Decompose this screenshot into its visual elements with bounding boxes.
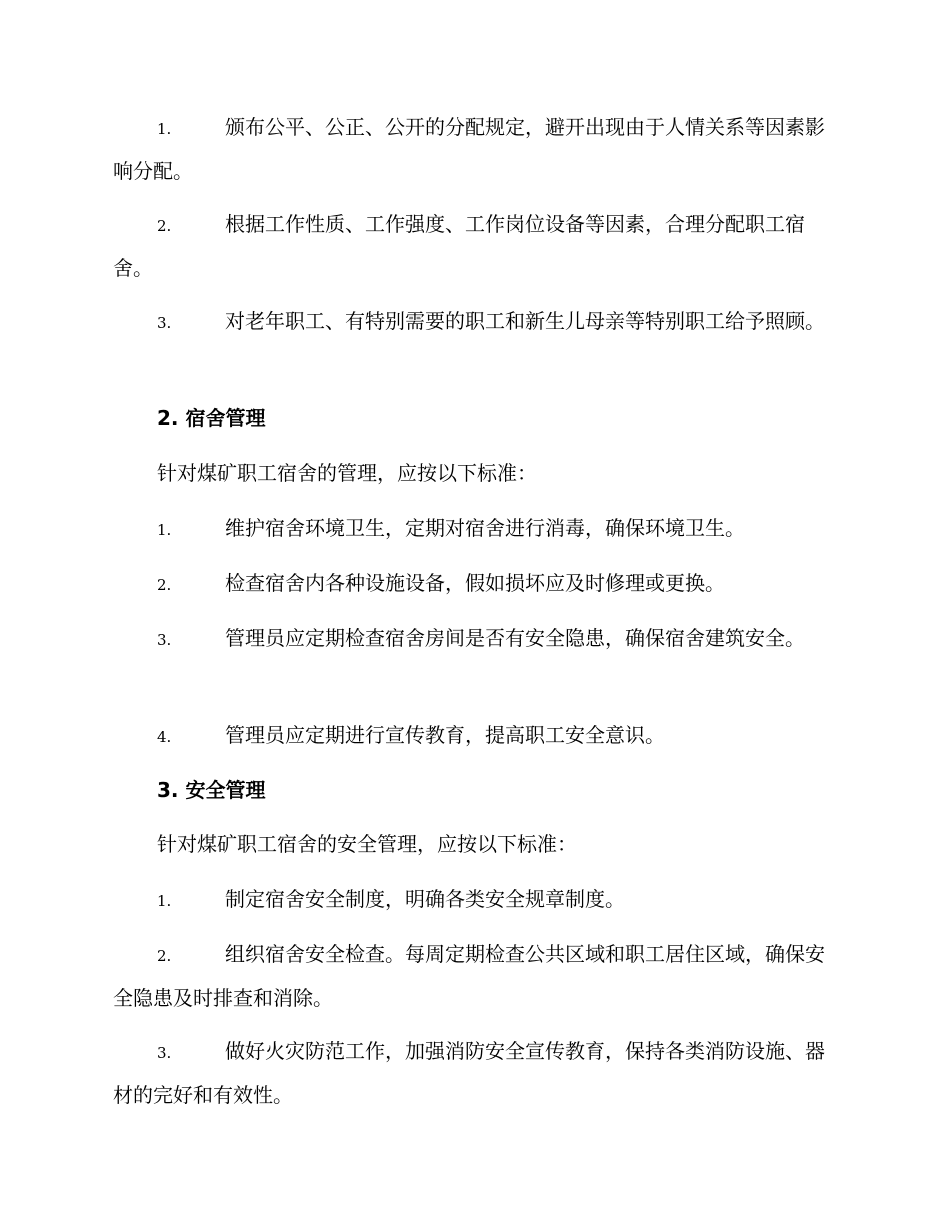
item-number: 1. xyxy=(157,892,172,910)
section1-item-2 xyxy=(113,203,833,289)
section3-heading: 3. 安全管理 xyxy=(157,778,266,802)
item-number: 4. xyxy=(157,728,172,746)
item-number: 1. xyxy=(157,521,172,539)
section2-item-3 xyxy=(113,617,833,661)
item-text: 检查宿舍内各种设施设备，假如损坏应及时修理或更换。 xyxy=(225,571,725,595)
section2-item-1 xyxy=(113,507,833,551)
item-number: 2. xyxy=(157,576,172,594)
section2-heading-block xyxy=(113,397,833,439)
section2-item-4 xyxy=(113,714,833,758)
item-text: 颁布公平、公正、公开的分配规定，避开出现由于人情关系等因素影响分配。 xyxy=(113,115,825,183)
section2-intro: 针对煤矿职工宿舍的管理，应按以下标准： xyxy=(157,461,537,485)
item-number: 3. xyxy=(157,631,172,649)
item-text: 对老年职工、有特别需要的职工和新生儿母亲等特别职工给予照顾。 xyxy=(225,309,825,333)
item-number: 1. xyxy=(157,120,172,138)
item-text: 管理员应定期检查宿舍房间是否有安全隐患，确保宿舍建筑安全。 xyxy=(225,626,805,650)
item-text: 做好火灾防范工作，加强消防安全宣传教育，保持各类消防设施、器材的完好和有效性。 xyxy=(113,1039,825,1107)
section3-intro-block xyxy=(113,823,833,865)
item-number: 3. xyxy=(157,1044,172,1062)
section3-item-1 xyxy=(113,878,833,922)
section3-heading-block xyxy=(113,769,833,811)
section1-item-3 xyxy=(113,300,833,344)
section1-item-1 xyxy=(113,106,833,192)
item-text: 根据工作性质、工作强度、工作岗位设备等因素，合理分配职工宿舍。 xyxy=(113,212,805,280)
section2-heading: 2. 宿舍管理 xyxy=(157,406,266,430)
item-text: 维护宿舍环境卫生，定期对宿舍进行消毒，确保环境卫生。 xyxy=(225,516,745,540)
section2-intro-block xyxy=(113,452,833,494)
item-text: 组织宿舍安全检查。每周定期检查公共区域和职工居住区域，确保安全隐患及时排查和消除。 xyxy=(113,942,825,1010)
item-text: 制定宿舍安全制度，明确各类安全规章制度。 xyxy=(225,887,625,911)
item-number: 2. xyxy=(157,217,172,235)
item-text: 管理员应定期进行宣传教育，提高职工安全意识。 xyxy=(225,723,665,747)
section3-item-3 xyxy=(113,1030,833,1116)
section3-item-2 xyxy=(113,933,833,1019)
item-number: 3. xyxy=(157,314,172,332)
section3-intro: 针对煤矿职工宿舍的安全管理，应按以下标准： xyxy=(157,832,577,856)
section2-item-2 xyxy=(113,562,833,606)
item-number: 2. xyxy=(157,947,172,965)
